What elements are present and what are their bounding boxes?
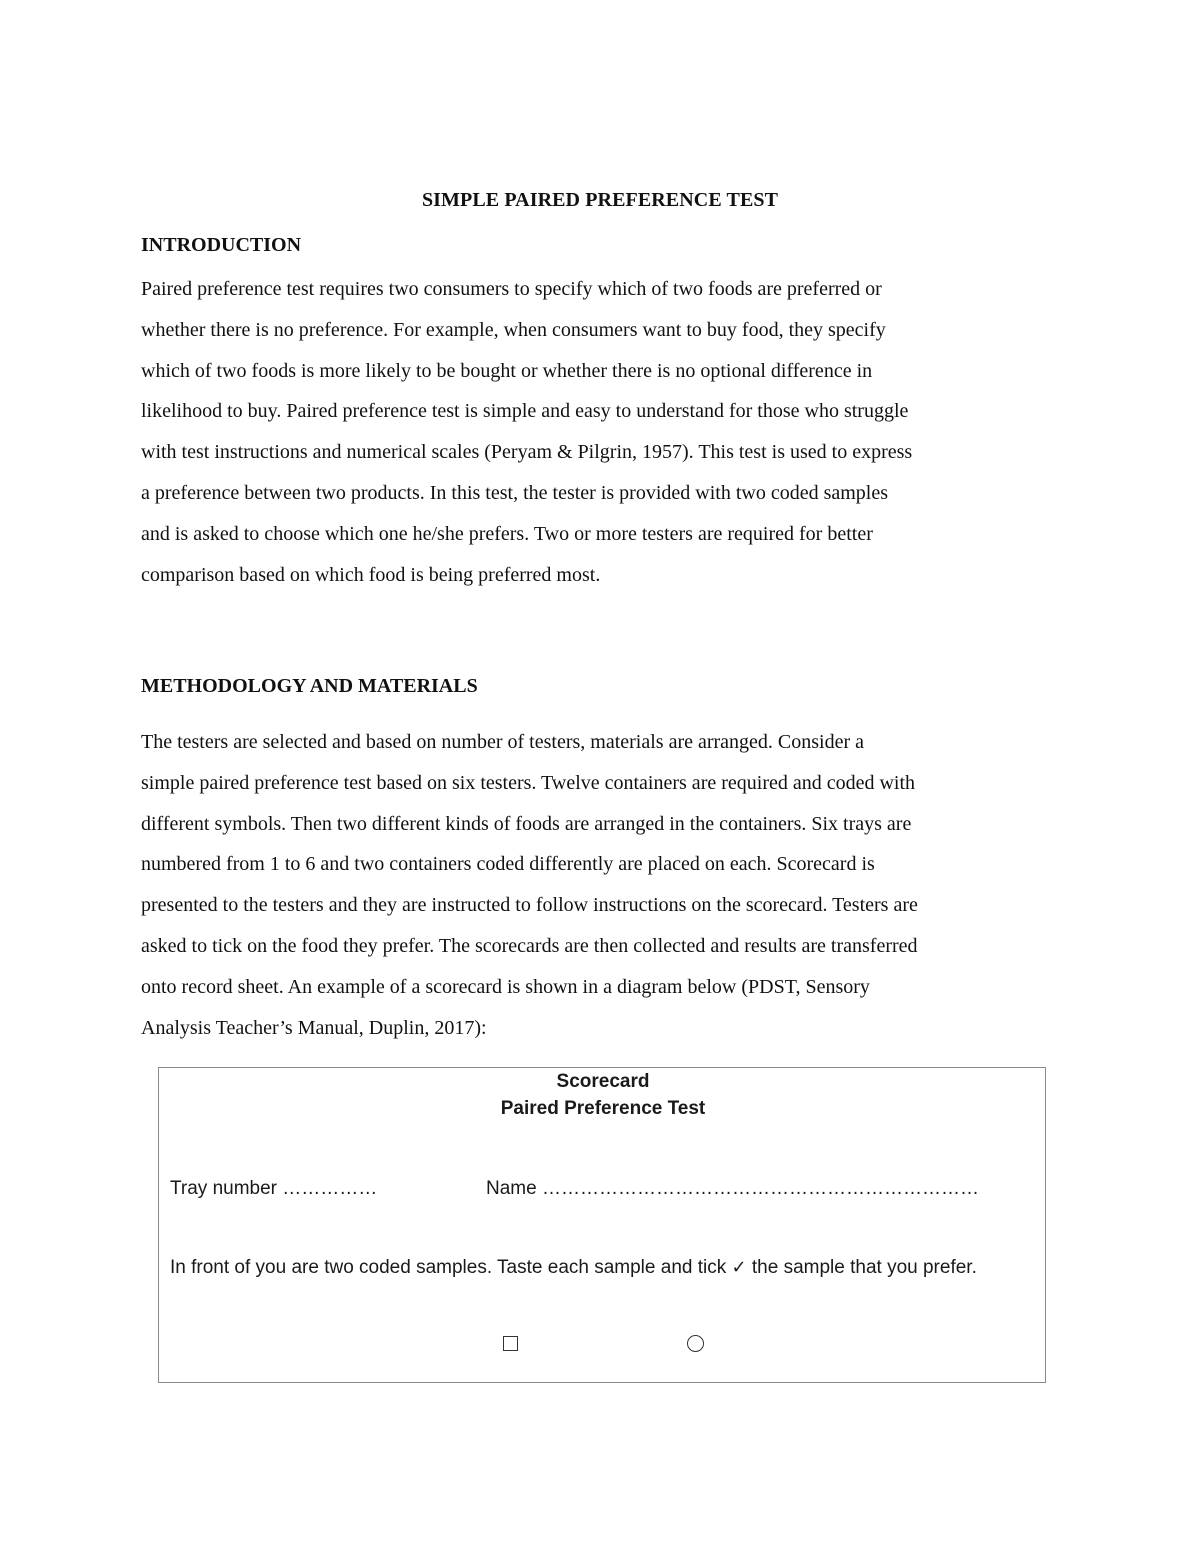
document-title: SIMPLE PAIRED PREFERENCE TEST [421,189,779,211]
introduction-paragraph [141,269,1071,595]
paragraph-line: Analysis Teacher’s Manual, Duplin, 2017): [141,1016,487,1039]
scorecard-title: Scorecard [556,1071,650,1092]
check-icon: ✓ [731,1257,747,1278]
paragraph-line: which of two foods is more likely to be bought or whether there is no optional difference in [141,359,873,382]
scorecard-figure [158,1067,1046,1383]
paragraph-line: onto record sheet. An example of a scorecard is shown in a diagram below (PDST, Sensory [141,975,870,998]
paragraph-line: different symbols. Then two different kinds of foods are arranged in the containers. Six trays are [141,812,912,835]
methodology-heading: METHODOLOGY AND MATERIALS [141,675,478,697]
instruction-text: In front of you are two coded samples. Taste each sample and tick [170,1257,732,1278]
tray-number-field: Tray number …………… [170,1178,378,1199]
paragraph-line: Paired preference test requires two consumers to specify which of two foods are preferred or [141,278,882,300]
paragraph-line: The testers are selected and based on number of testers, materials are arranged. Consider a [141,731,865,753]
scorecard-subtitle: Paired Preference Test [500,1098,706,1119]
square-icon [503,1336,518,1351]
paragraph-line: likelihood to buy. Paired preference test is simple and easy to understand for those who struggle [141,400,909,423]
paragraph-line: numbered from 1 to 6 and two containers coded differently are placed on each. Scorecard is [141,853,875,876]
name-field: Name …………………………………………………………… [486,1178,979,1199]
circle-icon [687,1335,704,1352]
paragraph-line: and is asked to choose which one he/she prefers. Two or more testers are required for better [141,522,873,545]
paragraph-line: asked to tick on the food they prefer. The scorecards are then collected and results are transferred [141,934,918,957]
introduction-heading: INTRODUCTION [141,234,302,256]
methodology-paragraph [141,722,1071,1048]
instruction-text: the sample that you prefer. [746,1257,977,1278]
scorecard-instruction [170,1255,977,1281]
paragraph-line: presented to the testers and they are instructed to follow instructions on the scorecard. Testers are [141,894,918,917]
paragraph-line: a preference between two products. In this test, the tester is provided with two coded samples [141,481,889,504]
paragraph-line: with test instructions and numerical scales (Peryam & Pilgrin, 1957). This test is used to express [141,441,913,464]
paragraph-line: whether there is no preference. For example, when consumers want to buy food, they specify [141,318,886,341]
paragraph-line: simple paired preference test based on six testers. Twelve containers are required and coded with [141,771,916,794]
paragraph-line: comparison based on which food is being preferred most. [141,563,601,586]
